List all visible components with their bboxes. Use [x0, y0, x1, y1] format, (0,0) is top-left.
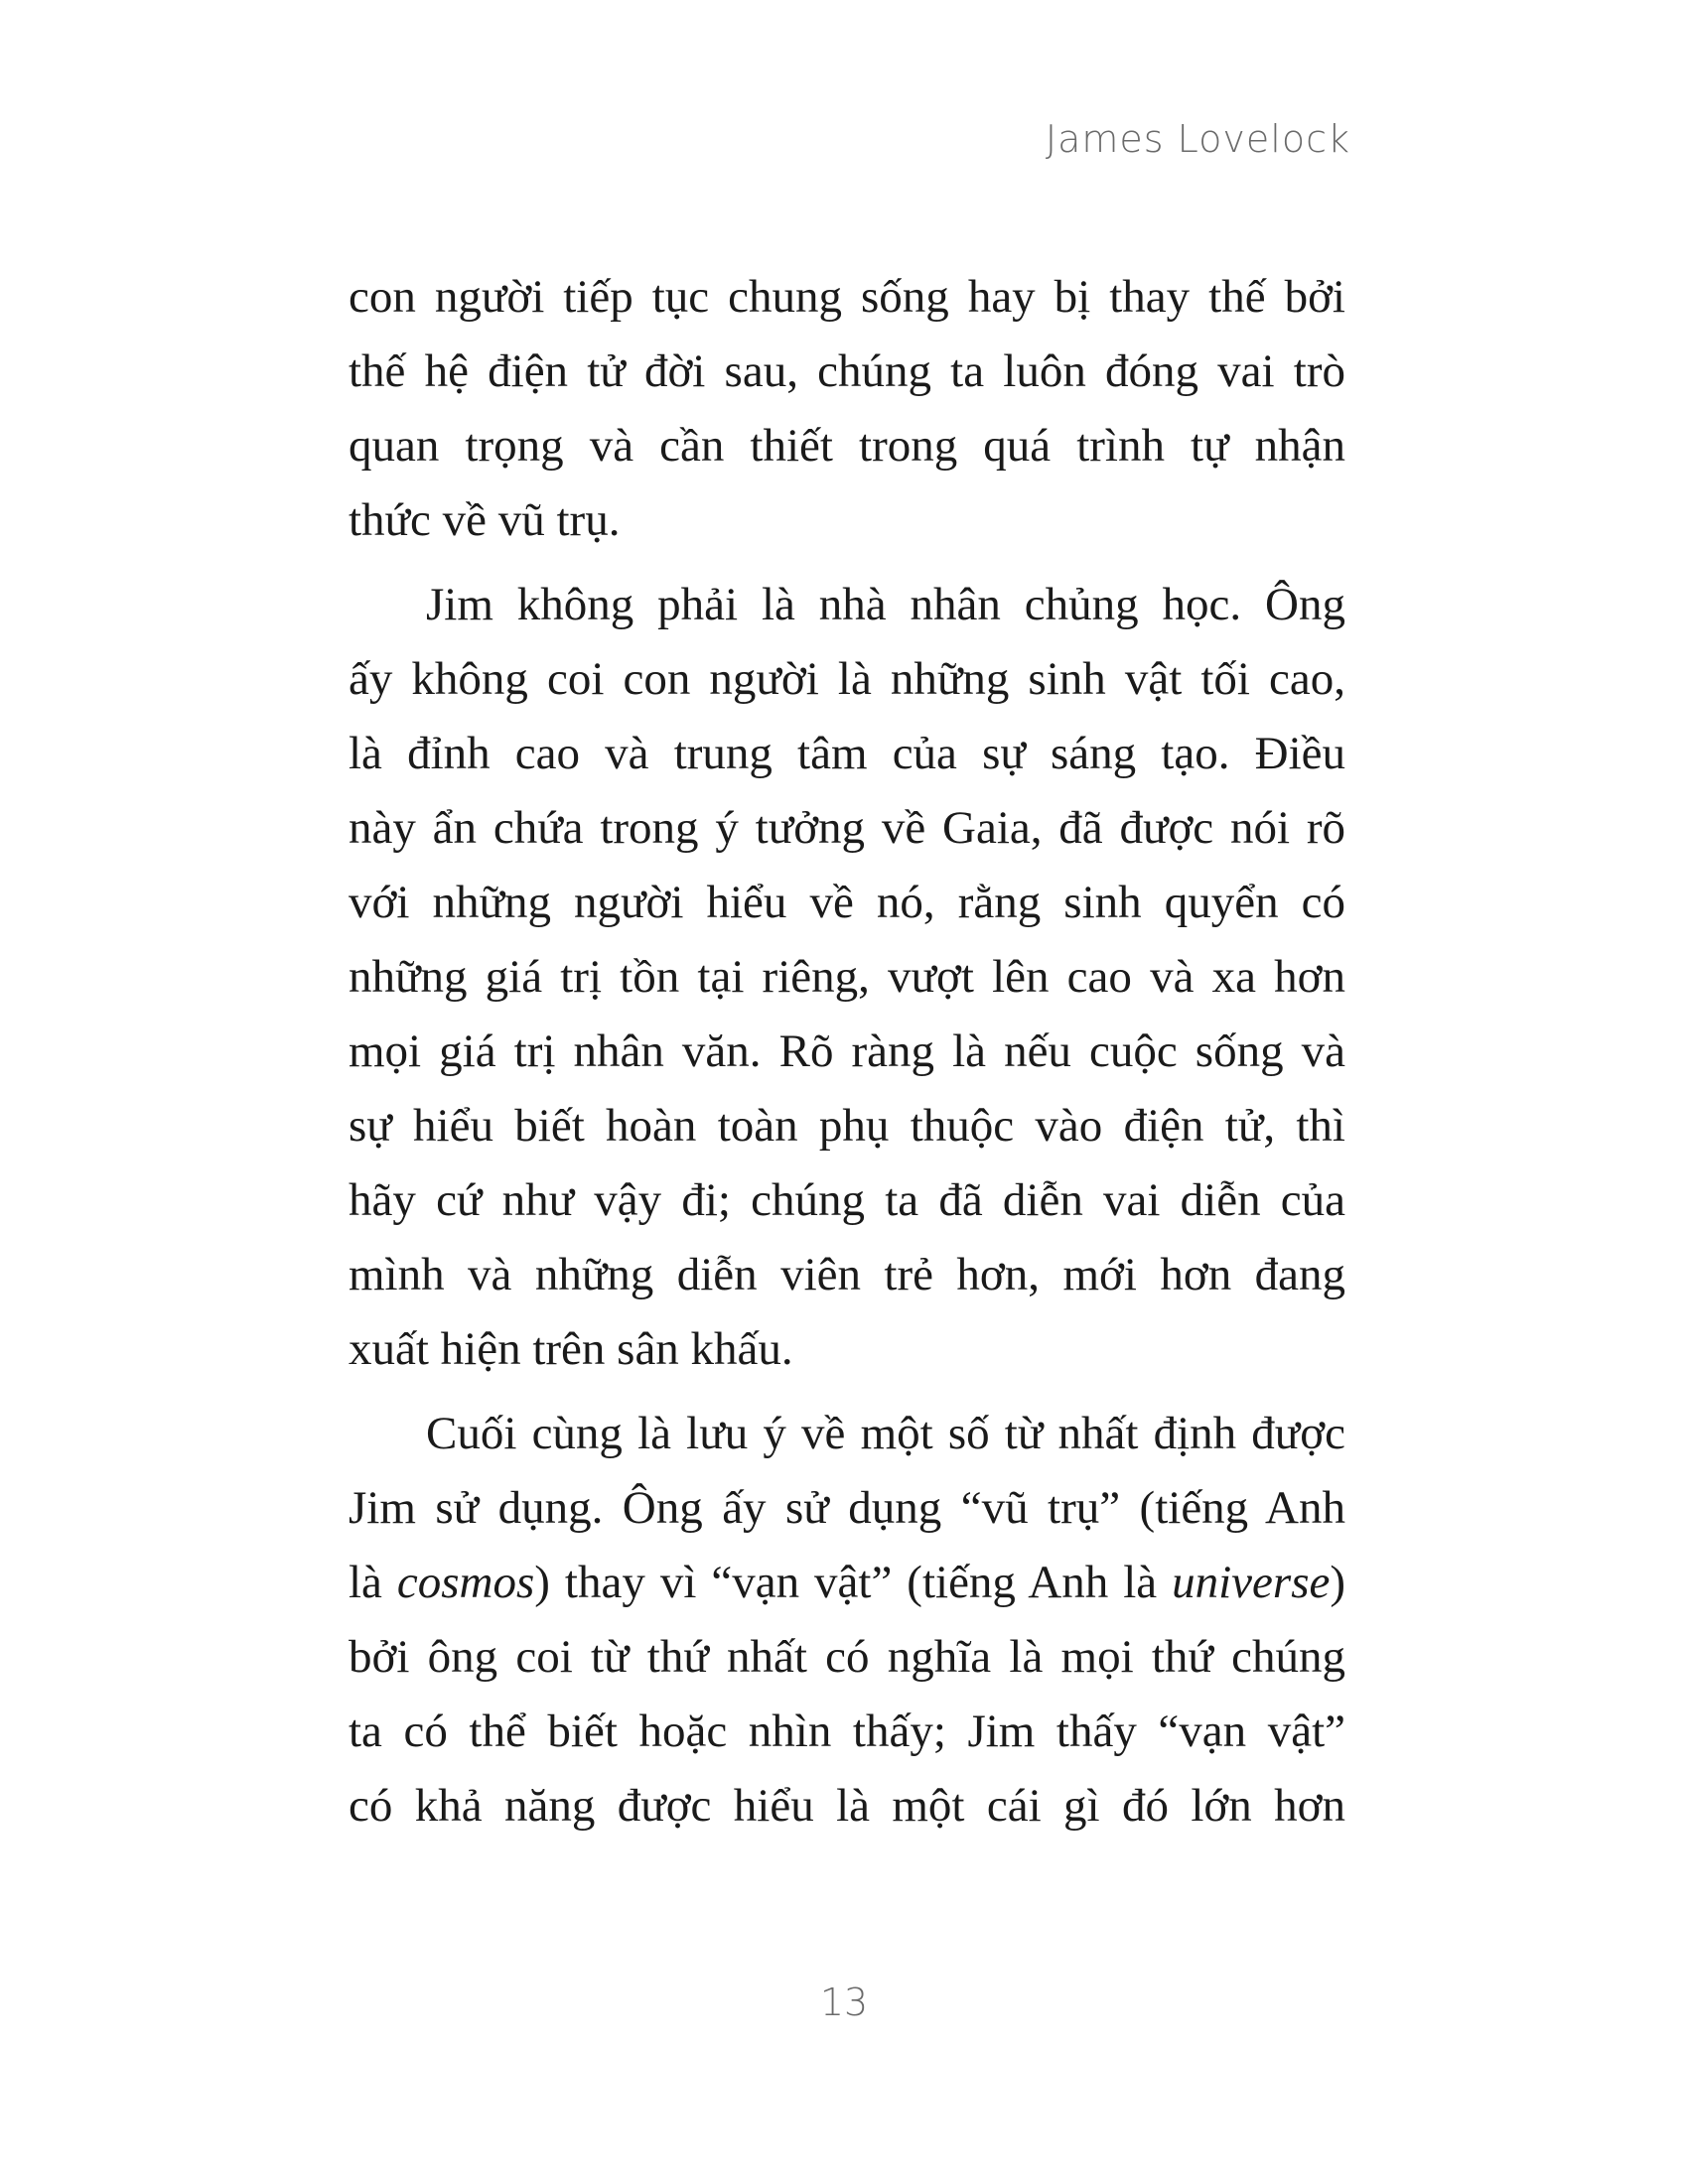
running-head-author: James Lovelock — [1045, 117, 1350, 161]
text-line: xuất hiện trên sân khấu. — [349, 1323, 793, 1375]
paragraph-3 — [349, 1397, 1345, 1843]
text-line: những giá trị tồn tại riêng, vượt lên cao và xa hơn — [349, 951, 1345, 1003]
text-line-with-italics — [349, 1546, 1345, 1620]
text-line: mình và những diễn viên trẻ hơn, mới hơn đang — [349, 1249, 1345, 1300]
text-fragment: ) — [1330, 1557, 1346, 1608]
text-line: ta có thể biết hoặc nhìn thấy; Jim thấy “vạn vật” — [349, 1706, 1345, 1757]
text-line: con người tiếp tục chung sống hay bị thay thế bởi — [349, 271, 1345, 323]
italic-term-universe: universe — [1172, 1557, 1331, 1608]
text-line: sự hiểu biết hoàn toàn phụ thuộc vào điện tử, thì — [349, 1100, 1345, 1152]
text-line: Jim không phải là nhà nhân chủng học. Ông — [426, 579, 1345, 630]
text-line: mọi giá trị nhân văn. Rõ ràng là nếu cuộc sống và — [349, 1025, 1345, 1077]
text-line: quan trọng và cần thiết trong quá trình tự nhận — [349, 420, 1345, 472]
text-line: thế hệ điện tử đời sau, chúng ta luôn đóng vai trò — [349, 345, 1345, 397]
page-number: 13 — [819, 1980, 869, 2024]
text-line: Jim sử dụng. Ông ấy sử dụng “vũ trụ” (tiếng Anh — [349, 1482, 1345, 1534]
body-text — [349, 260, 1345, 1843]
text-line: này ẩn chứa trong ý tưởng về Gaia, đã được nói rõ — [349, 802, 1345, 854]
text-line: Cuối cùng là lưu ý về một số từ nhất định được — [426, 1408, 1345, 1459]
text-line: có khả năng được hiểu là một cái gì đó lớn hơn — [349, 1780, 1345, 1832]
text-line: thức về vũ trụ. — [349, 494, 621, 546]
text-line: với những người hiểu về nó, rằng sinh quyển có — [349, 877, 1345, 928]
text-fragment: là — [349, 1557, 397, 1608]
italic-term-cosmos: cosmos — [396, 1557, 535, 1608]
text-line: bởi ông coi từ thứ nhất có nghĩa là mọi thứ chúng — [349, 1631, 1345, 1683]
text-line: là đỉnh cao và trung tâm của sự sáng tạo. Điều — [349, 728, 1345, 779]
text-line: ấy không coi con người là những sinh vật tối cao, — [349, 653, 1345, 705]
text-line: hãy cứ như vậy đi; chúng ta đã diễn vai diễn của — [349, 1174, 1345, 1226]
paragraph-1 — [349, 260, 1345, 558]
paragraph-2 — [349, 568, 1345, 1387]
text-fragment: ) thay vì “vạn vật” (tiếng Anh là — [534, 1557, 1173, 1608]
